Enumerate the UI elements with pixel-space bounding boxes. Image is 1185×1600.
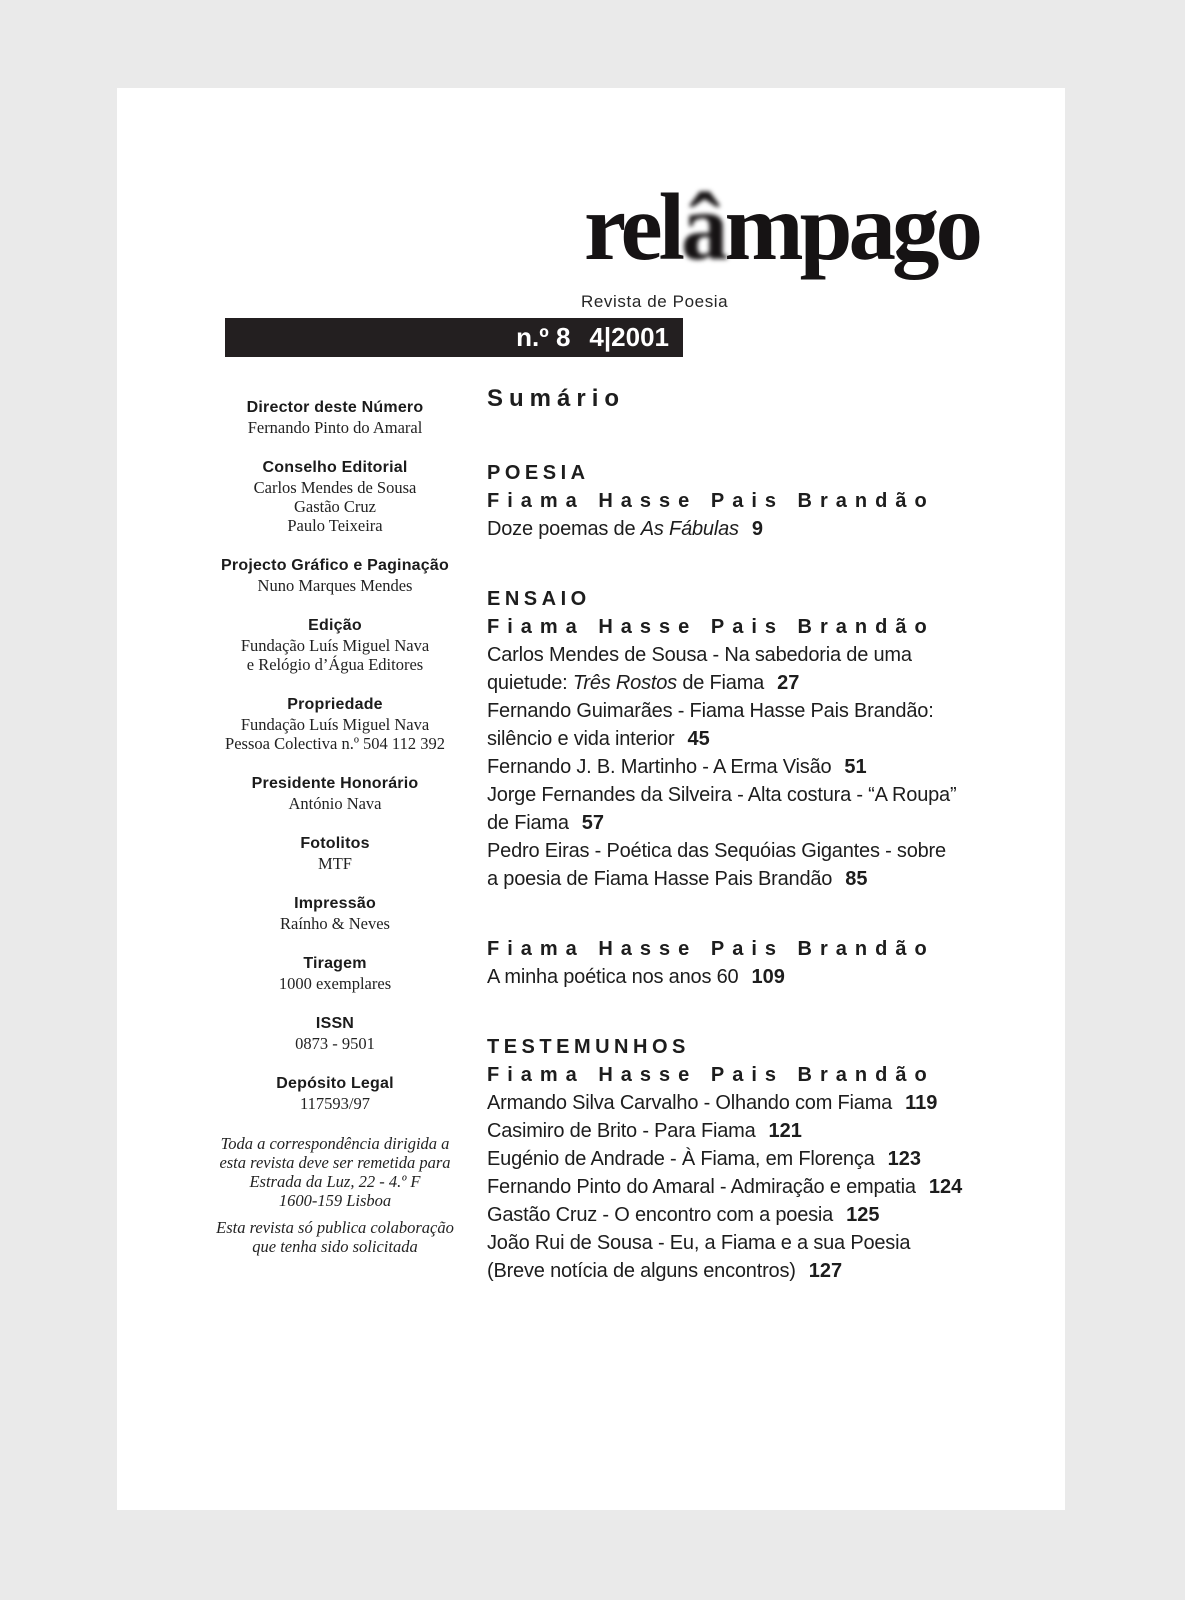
toc-section-author: Fiama Hasse Pais Brandão: [487, 938, 935, 960]
imprint-note: [215, 1218, 455, 1256]
imprint-section: [215, 954, 455, 993]
issue-number: n.º 8: [516, 322, 571, 352]
issue-date: 4|2001: [589, 322, 669, 352]
imprint-section-value: e Relógio d’Água Editores: [246, 655, 424, 674]
toc-entry-line: [487, 865, 1017, 893]
magazine-logo: [584, 174, 979, 280]
toc-entry-text: Fernando Guimarães - Fiama Hasse Pais Brandão:: [487, 700, 934, 722]
toc-entry-page-number: 121: [768, 1120, 802, 1142]
toc-entry-line: [487, 669, 1017, 697]
magazine-page: [117, 88, 1065, 1510]
imprint-section-value: Pessoa Colectiva n.º 504 112 392: [225, 734, 445, 753]
imprint-section-label: Fotolitos: [300, 835, 370, 852]
toc-entry-text: Armando Silva Carvalho - Olhando com Fiama: [487, 1092, 893, 1114]
toc-entry-text: silêncio e vida interior: [487, 728, 675, 750]
toc-section-author: Fiama Hasse Pais Brandão: [487, 490, 935, 512]
imprint-section-value: Gastão Cruz: [293, 497, 377, 516]
imprint-section: [215, 458, 455, 535]
table-of-contents: [487, 385, 1017, 1327]
magazine-subtitle: Revista de Poesia: [581, 292, 729, 311]
imprint-section-label: ISSN: [315, 1015, 355, 1032]
toc-entry-page-number: 125: [846, 1204, 880, 1226]
imprint-note-line: Toda a correspondência dirigida a: [220, 1134, 450, 1153]
toc-entry-line: [487, 1201, 1017, 1229]
toc-entry-text: A minha poética nos anos 60: [487, 966, 739, 988]
toc-entry-page-number: 127: [808, 1260, 843, 1282]
toc-section: [487, 459, 1017, 543]
imprint-section-value: 1000 exemplares: [278, 974, 392, 993]
logo-text-start: rel: [584, 174, 682, 280]
imprint-section-label: Impressão: [294, 895, 376, 912]
imprint-note-line: esta revista deve ser remetida para: [219, 1153, 451, 1172]
toc-section-heading: POESIA: [487, 462, 590, 484]
toc-entry-page-number: 85: [845, 868, 868, 890]
toc-section: [487, 585, 1017, 893]
imprint-section-label: Director deste Número: [246, 399, 424, 416]
imprint-sidebar: [215, 398, 455, 1256]
toc-entry-text: (Breve notícia de alguns encontros): [487, 1260, 796, 1282]
toc-section-author: Fiama Hasse Pais Brandão: [487, 616, 935, 638]
toc-title: Sumário: [487, 385, 626, 412]
imprint-note-line: Estrada da Luz, 22 - 4.º F: [249, 1172, 421, 1191]
toc-entry-page-number: 109: [751, 966, 785, 988]
toc-section-author: Fiama Hasse Pais Brandão: [487, 1064, 935, 1086]
imprint-section-value: Fernando Pinto do Amaral: [247, 418, 423, 437]
imprint-section-value: 117593/97: [300, 1094, 370, 1113]
imprint-section: [215, 834, 455, 873]
imprint-note-line: 1600-159 Lisboa: [278, 1191, 392, 1210]
imprint-section: [215, 695, 455, 753]
toc-entry-line: [487, 837, 1017, 865]
imprint-section-value: Paulo Teixeira: [287, 516, 383, 535]
toc-section: [487, 935, 1017, 991]
imprint-section-value: Raínho & Neves: [280, 914, 390, 933]
imprint-section-value: 0873 - 9501: [295, 1034, 375, 1053]
imprint-section-value: Fundação Luís Miguel Nava: [240, 636, 430, 655]
toc-entry-text: Jorge Fernandes da Silveira - Alta costura - “A Roupa”: [487, 784, 957, 806]
toc-entry-page-number: 51: [844, 756, 867, 778]
toc-entry-line: [487, 515, 1017, 543]
imprint-section: [215, 1014, 455, 1053]
toc-section: [487, 1033, 1017, 1285]
toc-entry-text: Fernando Pinto do Amaral - Admiração e empatia: [487, 1176, 916, 1198]
imprint-section: [215, 556, 455, 595]
toc-entry-line: [487, 1089, 1017, 1117]
toc-entry-page-number: 123: [887, 1148, 921, 1170]
toc-sections: [487, 459, 1017, 1285]
toc-entry-page-number: 45: [687, 728, 710, 750]
imprint-section-value: Fundação Luís Miguel Nava: [240, 715, 430, 734]
toc-entry-title-italic: As Fábulas: [640, 518, 739, 540]
imprint-section-label: Tiragem: [303, 955, 367, 972]
toc-entry-line: [487, 809, 1017, 837]
toc-entry-text: de Fiama: [487, 812, 569, 834]
imprint-section: [215, 1074, 455, 1113]
toc-entry-text: quietude:: [487, 672, 573, 694]
imprint-section-label: Edição: [308, 617, 362, 634]
imprint-section: [215, 894, 455, 933]
toc-entry-text: Casimiro de Brito - Para Fiama: [487, 1120, 756, 1142]
toc-entry-page-number: 57: [581, 812, 605, 834]
imprint-section: [215, 774, 455, 813]
toc-entry-title-italic: Três Rostos: [572, 672, 677, 694]
imprint-section-label: Projecto Gráfico e Paginação: [221, 557, 449, 574]
issue-bar: [225, 318, 683, 357]
toc-entry-line: [487, 781, 1017, 809]
imprint-note-line: que tenha sido solicitada: [252, 1237, 418, 1256]
toc-entry-line: [487, 1117, 1017, 1145]
imprint-note: [215, 1134, 455, 1210]
toc-section-heading: ENSAIO: [487, 588, 591, 610]
toc-entry-page-number: 124: [928, 1176, 963, 1198]
imprint-section: [215, 616, 455, 674]
toc-entry-line: [487, 697, 1017, 725]
imprint-section: [215, 398, 455, 437]
toc-entry-text: João Rui de Sousa - Eu, a Fiama e a sua Poesia: [487, 1232, 911, 1254]
toc-entry-text: de Fiama: [676, 672, 765, 694]
toc-entry-line: [487, 641, 1017, 669]
toc-entry-line: [487, 1229, 1017, 1257]
toc-entry-text: Pedro Eiras - Poética das Sequóias Gigantes - sobre: [487, 840, 946, 862]
imprint-section-value: António Nava: [288, 794, 382, 813]
imprint-section-value: Carlos Mendes de Sousa: [253, 478, 417, 497]
toc-entry-text: a poesia de Fiama Hasse Pais Brandão: [487, 868, 833, 890]
toc-entry-text: Gastão Cruz - O encontro com a poesia: [487, 1204, 834, 1226]
imprint-section-label: Propriedade: [287, 696, 383, 713]
imprint-note-line: Esta revista só publica colaboração: [216, 1218, 454, 1237]
toc-entry-line: [487, 963, 1017, 991]
toc-entry-text: Doze poemas de: [487, 518, 641, 540]
toc-entry-text: Carlos Mendes de Sousa - Na sabedoria de uma: [487, 644, 912, 666]
toc-entry-line: [487, 753, 1017, 781]
toc-entry-line: [487, 1145, 1017, 1173]
logo-blurred-letter: â: [681, 174, 725, 280]
toc-entry-line: [487, 725, 1017, 753]
toc-entry-page-number: 9: [751, 518, 763, 540]
toc-entry-text: Fernando J. B. Martinho - A Erma Visão: [487, 756, 832, 778]
toc-entry-page-number: 119: [905, 1092, 938, 1114]
imprint-section-value: MTF: [318, 854, 352, 873]
toc-entry-line: [487, 1257, 1017, 1285]
toc-entry-line: [487, 1173, 1017, 1201]
logo-text-end: mpago: [724, 174, 979, 280]
toc-entry-page-number: 27: [777, 672, 800, 694]
toc-entry-text: Eugénio de Andrade - À Fiama, em Florença: [487, 1148, 875, 1170]
imprint-section-value: Nuno Marques Mendes: [257, 576, 413, 595]
imprint-section-label: Conselho Editorial: [262, 459, 408, 476]
toc-section-heading: TESTEMUNHOS: [487, 1036, 690, 1058]
imprint-section-label: Presidente Honorário: [251, 775, 419, 792]
imprint-section-label: Depósito Legal: [276, 1075, 394, 1092]
